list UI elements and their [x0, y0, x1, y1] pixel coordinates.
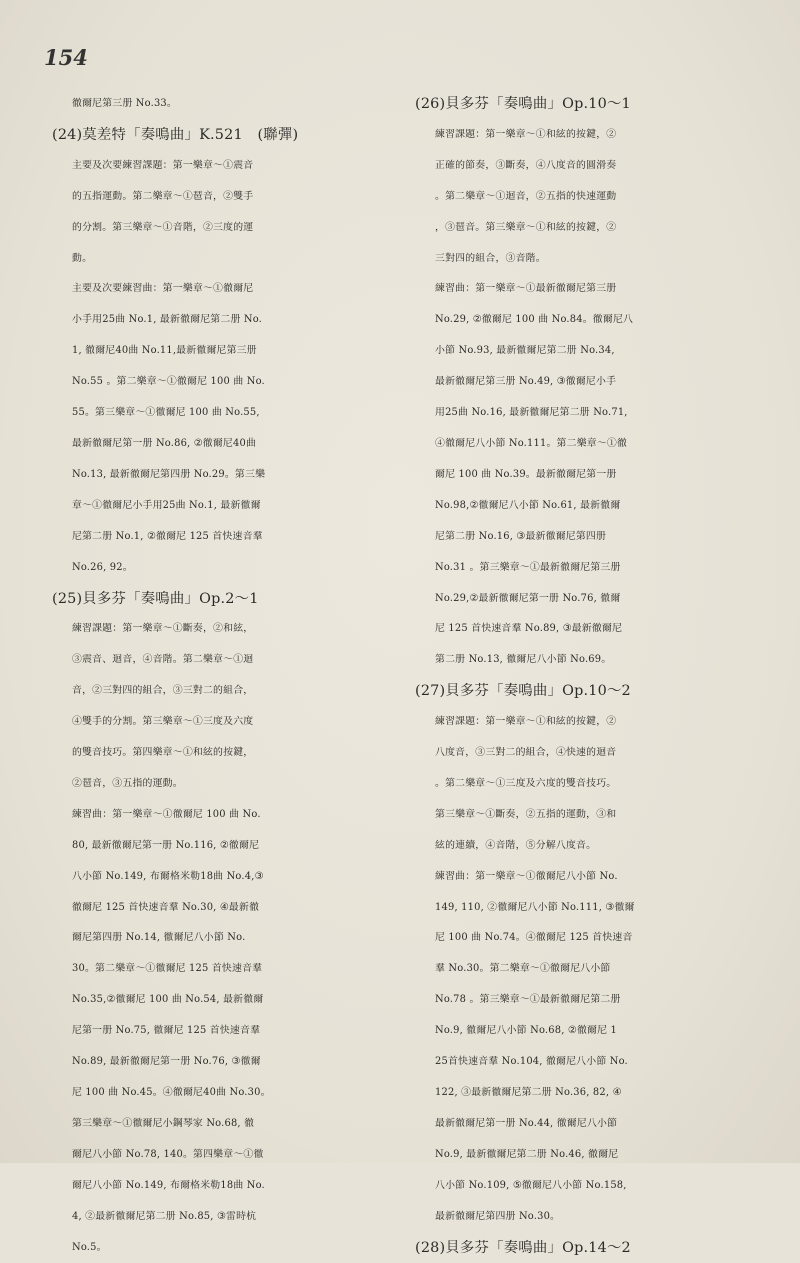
right-section-heading: (27)貝多芬「奏鳴曲」Op.10～2	[415, 683, 631, 700]
left-text-line: 的分割。第三樂章～①音階，②三度的運	[72, 221, 254, 233]
left-text-line: No.5。	[72, 1241, 107, 1253]
right-text-line: 尼 125 首快速音羣 No.89, ③最新徹爾尼	[435, 623, 623, 635]
right-text-line: No.9, 徹爾尼八小節 No.68, ②徹爾尼 1	[435, 1025, 617, 1037]
left-text-line: No.13, 最新徹爾尼第四册 No.29。第三樂	[72, 468, 266, 480]
left-text-line: 徹爾尼 125 首快速音羣 No.30, ④最新徹	[72, 901, 260, 913]
left-text-line: 練習課題：第一樂章～①斷奏，②和絃，	[72, 623, 254, 635]
right-text-line: 最新徹爾尼第一册 No.44, 徹爾尼八小節	[435, 1117, 618, 1129]
right-text-line: 正確的節奏，③斷奏，④八度音的圓滑奏	[435, 159, 617, 171]
right-text-line: 練習課題：第一樂章～①和絃的按鍵，②	[435, 716, 617, 728]
left-text-line: 55。第三樂章～①徹爾尼 100 曲 No.55,	[72, 407, 260, 419]
left-text-line: 小手用25曲 No.1, 最新徹爾尼第二册 No.	[72, 314, 263, 326]
right-column	[415, 89, 735, 1263]
left-text-line: 80, 最新徹爾尼第一册 No.116, ②徹爾尼	[72, 839, 260, 851]
right-text-line: 。第二樂章～①迴音，②五指的快速運動	[435, 190, 617, 202]
right-text-line: ，③琶音。第三樂章～①和絃的按鍵，②	[435, 221, 617, 233]
right-text-line: No.31 。第三樂章～①最新徹爾尼第三册	[435, 561, 621, 573]
right-text-line: 最新徹爾尼第三册 No.49, ③徹爾尼小手	[435, 376, 617, 388]
left-text-line: 1, 徹爾尼40曲 No.11,最新徹爾尼第三册	[72, 345, 257, 357]
left-text-line: 尼第一册 No.75, 徹爾尼 125 首快速音羣	[72, 1025, 261, 1037]
right-text-line: 八小節 No.109, ⑤徹爾尼八小節 No.158,	[435, 1179, 627, 1191]
right-text-line: No.29, ②徹爾尼 100 曲 No.84。徹爾尼八	[435, 314, 634, 326]
left-text-line: 練習曲：第一樂章～①徹爾尼 100 曲 No.	[72, 808, 261, 820]
right-text-line: 122, ③最新徹爾尼第二册 No.36, 82, ④	[435, 1087, 622, 1098]
left-text-line: No.89, 最新徹爾尼第一册 No.76, ③徹爾	[72, 1056, 261, 1068]
right-text-line: 。第二樂章～①三度及六度的雙音技巧。	[435, 777, 617, 789]
left-text-line: 爾尼八小節 No.78, 140。第四樂章～①徹	[72, 1148, 264, 1160]
right-text-line: No.9, 最新徹爾尼第二册 No.46, 徹爾尼	[435, 1148, 619, 1160]
right-text-line: 練習曲：第一樂章～①最新徹爾尼第三册	[435, 283, 617, 295]
right-text-line: 練習課題：第一樂章～①和絃的按鍵，②	[435, 128, 617, 140]
right-section-heading: (28)貝多芬「奏鳴曲」Op.14～2	[415, 1239, 631, 1256]
left-column	[52, 89, 372, 1263]
left-text-line: 動。	[72, 252, 93, 264]
left-section-heading: (25)貝多芬「奏鳴曲」Op.2～1	[52, 590, 259, 607]
right-text-line: 尼 100 曲 No.74。④徹爾尼 125 首快速音	[435, 932, 633, 944]
right-text-line: 羣 No.30。第二樂章～①徹爾尼八小節	[435, 963, 611, 975]
left-text-line: 的五指運動。第二樂章～①琶音，②雙手	[72, 190, 254, 202]
left-text-line: 爾尼八小節 No.149, 布爾格米勒18曲 No.	[72, 1179, 265, 1191]
left-text-line: 主要及次要練習課題：第一樂章～①震音	[72, 159, 254, 171]
right-text-line: 第三樂章～①斷奏，②五指的運動，③和	[435, 808, 617, 820]
left-text-line: 章～①徹爾尼小手用25曲 No.1, 最新徹爾	[72, 499, 261, 511]
right-text-line: ④徹爾尼八小節 No.111。第二樂章～①徹	[435, 437, 628, 449]
right-text-line: 149, 110, ②徹爾尼八小節 No.111, ③徹爾	[435, 901, 635, 913]
right-text-line: 最新徹爾尼第四册 No.30。	[435, 1210, 561, 1222]
left-text-line: 八小節 No.149, 布爾格米勒18曲 No.4,③	[72, 870, 264, 882]
left-text-line: 徹爾尼第三册 No.33。	[72, 98, 177, 109]
left-text-line: ③震音、迴音，④音階。第二樂章～①迴	[72, 654, 254, 666]
right-text-line: 25首快速音羣 No.104, 徹爾尼八小節 No.	[435, 1056, 628, 1068]
left-text-line: 30。第二樂章～①徹爾尼 125 首快速音羣	[72, 963, 263, 975]
right-text-line: 三對四的組合，③音階。	[435, 252, 546, 264]
left-text-line: 4, ②最新徹爾尼第二册 No.85, ③雷時杭	[72, 1210, 257, 1222]
left-text-line: ④雙手的分割。第三樂章～①三度及六度	[72, 716, 254, 728]
left-section-heading: (24)莫差特「奏鳴曲」K.521 (聯彈)	[52, 126, 299, 143]
left-text-line: No.26, 92。	[72, 561, 133, 573]
right-text-line: 八度音，③三對二的組合，④快速的迴音	[435, 747, 617, 759]
left-text-line: 第三樂章～①徹爾尼小鋼琴家 No.68, 徹	[72, 1117, 255, 1129]
left-text-line: 爾尼第四册 No.14, 徹爾尼八小節 No.	[72, 932, 246, 944]
right-section-heading: (26)貝多芬「奏鳴曲」Op.10～1	[415, 96, 631, 112]
right-text-line: 爾尼 100 曲 No.39。最新徹爾尼第一册	[435, 468, 617, 480]
left-text-line: 尼第二册 No.1, ②徹爾尼 125 首快速音羣	[72, 530, 263, 542]
left-text-line: No.35,②徹爾尼 100 曲 No.54, 最新徹爾	[72, 994, 264, 1006]
right-text-line: 第二册 No.13, 徹爾尼八小節 No.69。	[435, 654, 612, 666]
left-text-line: 音，②三對四的組合，③三對二的組合，	[72, 685, 254, 697]
right-text-line: No.29,②最新徹爾尼第一册 No.76, 徹爾	[435, 592, 621, 604]
right-text-line: 練習曲：第一樂章～①徹爾尼八小節 No.	[435, 870, 618, 882]
right-text-line: 小節 No.93, 最新徹爾尼第二册 No.34,	[435, 345, 615, 357]
left-text-line: 最新徹爾尼第一册 No.86, ②徹爾尼40曲	[72, 437, 257, 449]
left-text-line: 尼 100 曲 No.45。④徹爾尼40曲 No.30。	[72, 1087, 271, 1098]
right-text-line: 絃的連續，④音階，⑤分解八度音。	[435, 839, 597, 851]
left-text-line: ②琶音，③五指的運動。	[72, 777, 183, 789]
left-text-line: 的雙音技巧。第四樂章～①和絃的按鍵，	[72, 747, 254, 759]
left-text-line: No.55 。第二樂章～①徹爾尼 100 曲 No.	[72, 376, 265, 388]
right-text-line: No.78 。第三樂章～①最新徹爾尼第二册	[435, 994, 621, 1006]
left-text-line: 主要及次要練習曲：第一樂章～①徹爾尼	[72, 283, 254, 295]
page-number: 154	[44, 45, 88, 70]
right-text-line: 用25曲 No.16, 最新徹爾尼第二册 No.71,	[435, 407, 628, 419]
right-text-line: No.98,②徹爾尼八小節 No.61, 最新徹爾	[435, 499, 621, 511]
right-text-line: 尼第二册 No.16, ③最新徹爾尼第四册	[435, 530, 607, 542]
